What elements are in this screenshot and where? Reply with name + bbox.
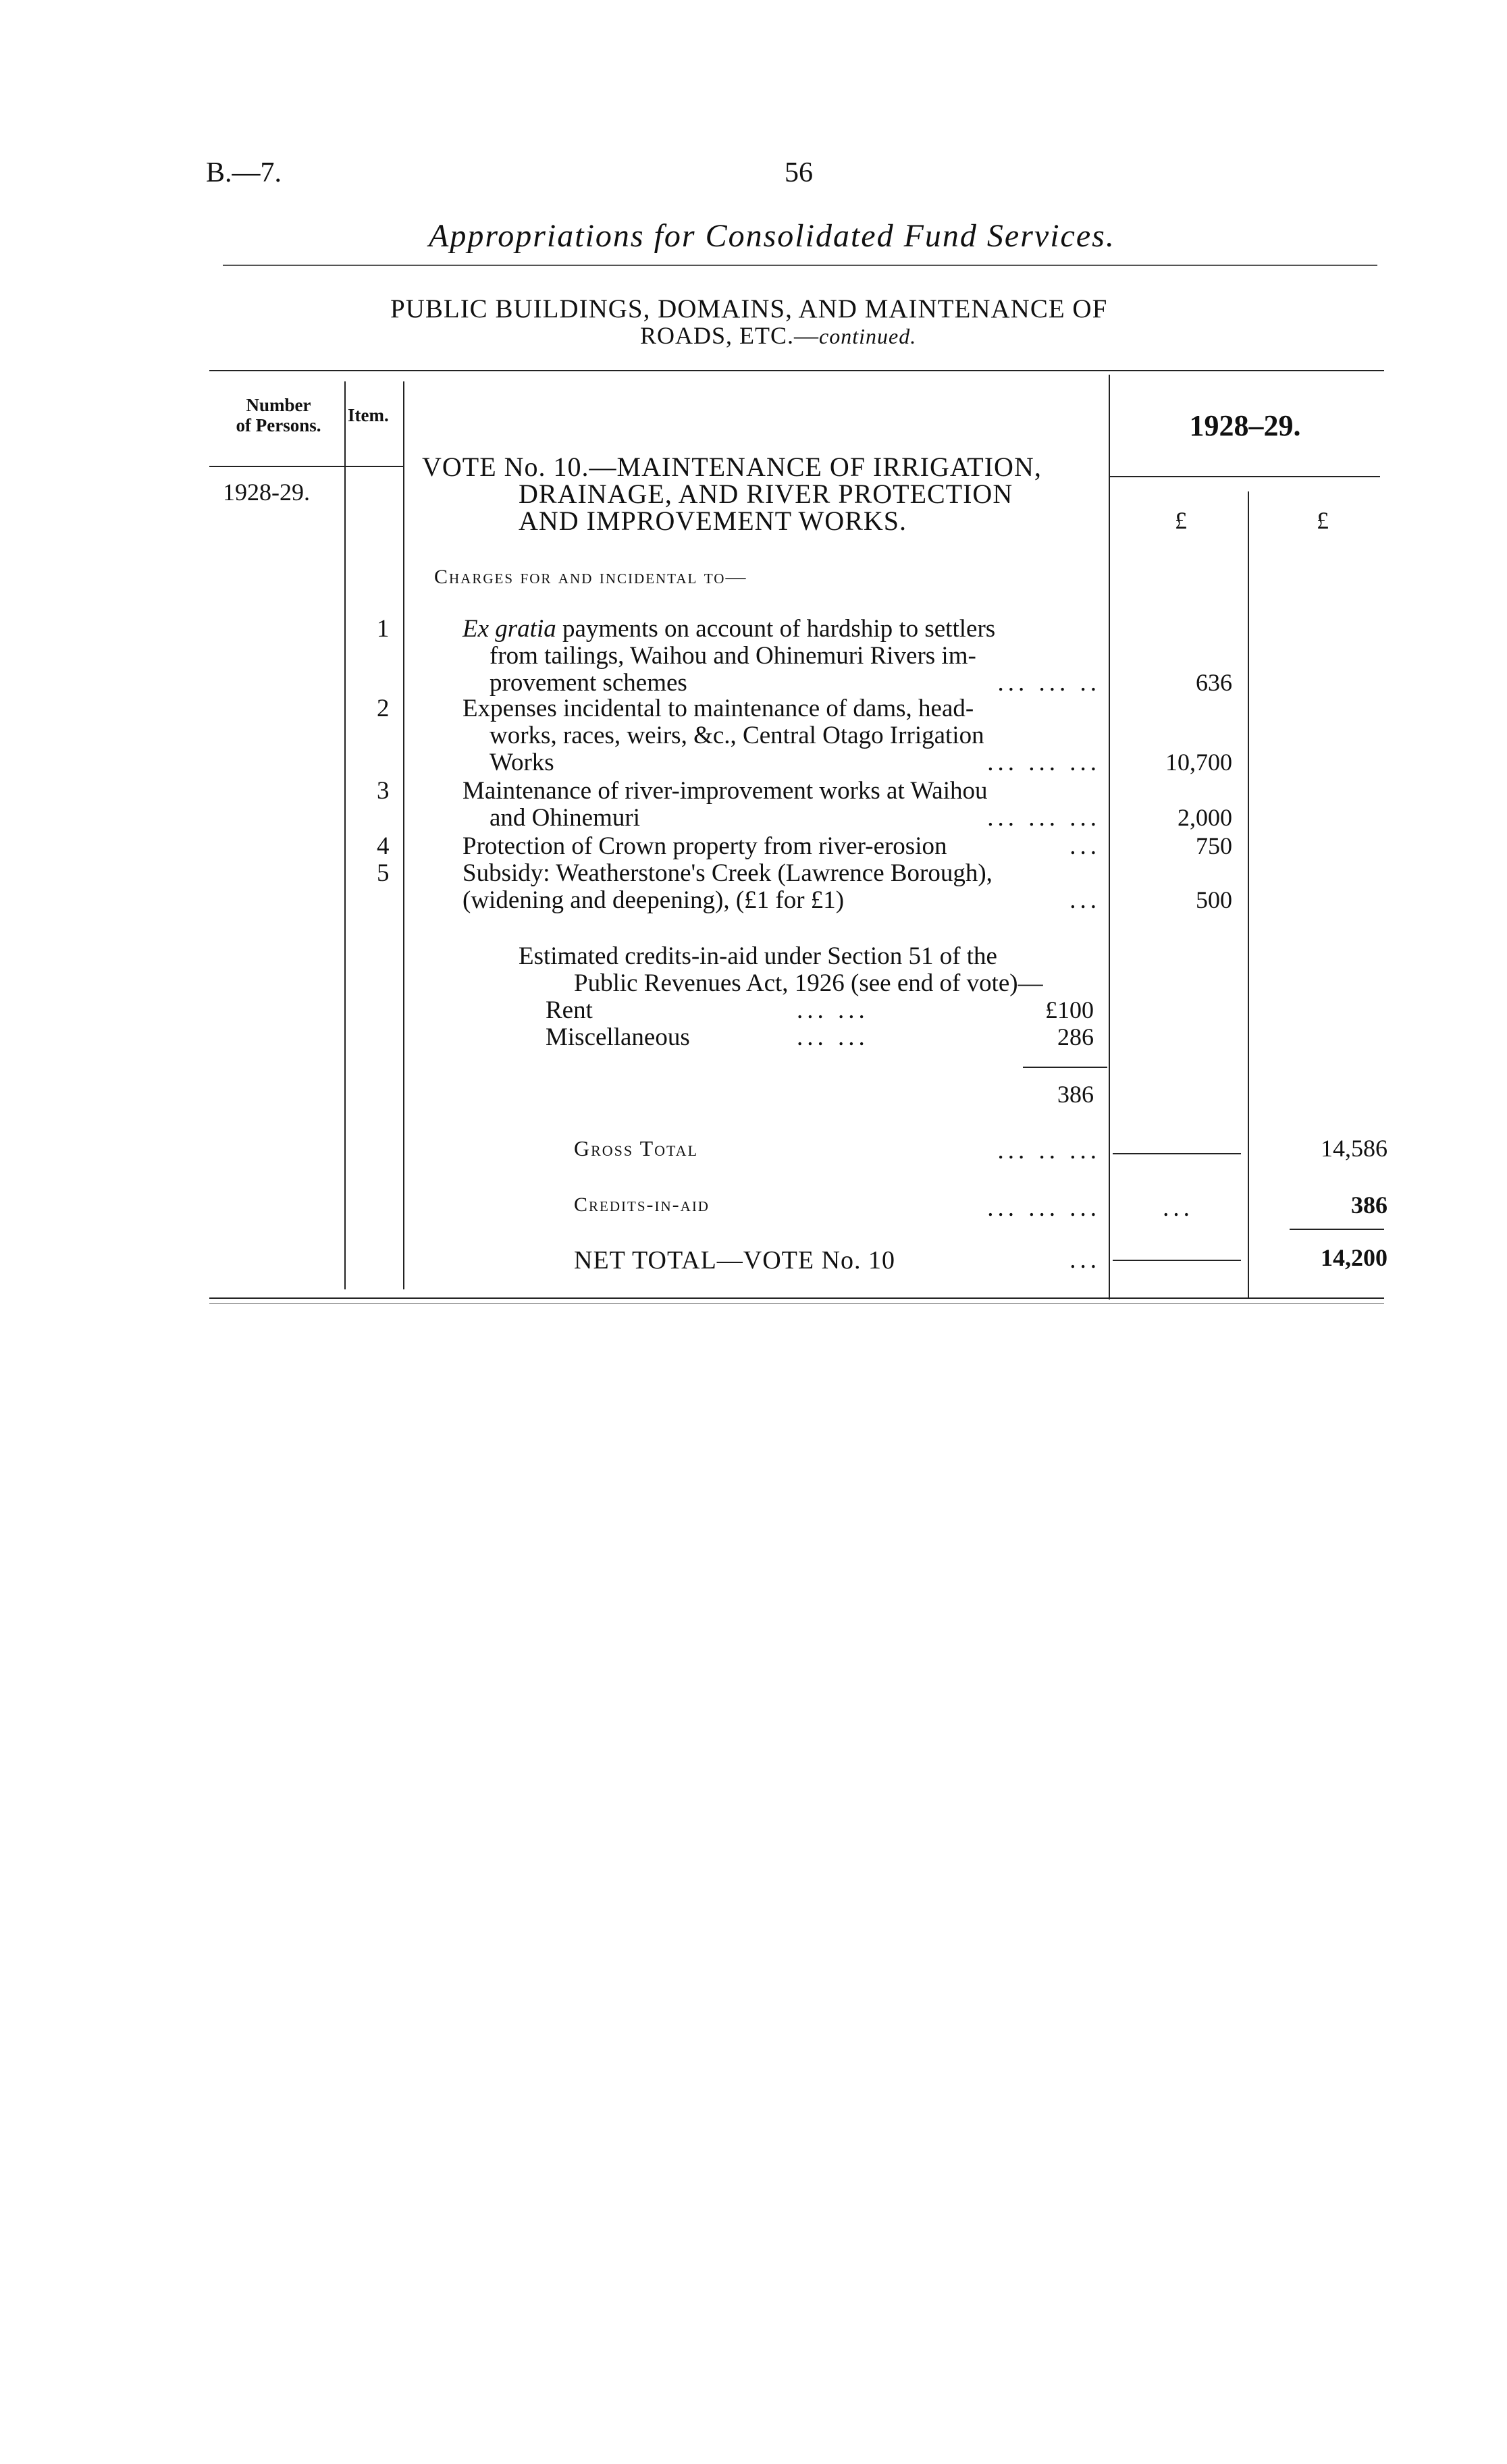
credits-estimate-line1: Estimated credits-in-aid under Section 51 of the xyxy=(519,942,997,970)
vote-title-line1: VOTE No. 10.—MAINTENANCE OF IRRIGATION, xyxy=(422,452,1042,482)
net-total-value-rule xyxy=(1290,1229,1384,1230)
item-number-4: 4 xyxy=(377,832,390,860)
year-column-header: 1928–29. xyxy=(1189,409,1301,442)
credits-misc-value: 286 xyxy=(1057,1023,1094,1050)
document-code: B.—7. xyxy=(206,157,282,188)
persons-column-header: Number of Persons. xyxy=(236,395,321,435)
item-3-leader: ... ... ... xyxy=(987,804,1101,832)
vote-title-line2: DRAINAGE, AND RIVER PROTECTION xyxy=(519,479,1013,509)
credits-in-aid-value: 386 xyxy=(1351,1191,1387,1218)
table-bottom-rule xyxy=(209,1297,1384,1299)
net-total-value: 14,200 xyxy=(1321,1244,1387,1271)
section-heading-line1: PUBLIC BUILDINGS, DOMAINS, AND MAINTENANCE OF xyxy=(390,294,1108,323)
vote-title-line3: AND IMPROVEMENT WORKS. xyxy=(519,506,907,536)
table-bottom-rule-double xyxy=(209,1303,1384,1304)
item-2-line1: Expenses incidental to maintenance of dams, head- xyxy=(462,695,974,722)
item-2-line2: works, races, weirs, &c., Central Otago Irrigation xyxy=(490,722,984,749)
gross-total-leader: ... .. ... xyxy=(997,1137,1101,1164)
credits-rent-leader: ... ... xyxy=(797,996,869,1024)
item-2-leader: ... ... ... xyxy=(987,749,1101,776)
gross-total-label: Gross Total xyxy=(574,1136,699,1160)
item-4-leader: ... xyxy=(1069,832,1101,860)
item-5-line1: Subsidy: Weatherstone's Creek (Lawrence Borough), xyxy=(462,859,993,887)
item-1-amount: 636 xyxy=(1196,669,1232,696)
item-2-line3: Works xyxy=(490,749,554,776)
item-number-3: 3 xyxy=(377,777,390,805)
item-number-2: 2 xyxy=(377,695,390,722)
column-rule-amount xyxy=(1248,491,1249,1298)
credits-in-aid-label: Credits-in-aid xyxy=(574,1194,710,1216)
credits-in-aid-mid-leader: ... xyxy=(1163,1194,1194,1222)
item-number-1: 1 xyxy=(377,615,390,643)
gross-total-value: 14,586 xyxy=(1321,1135,1387,1162)
item-1-line1: Ex gratia payments on account of hardship to settlers xyxy=(462,615,996,643)
credits-estimate-line2: Public Revenues Act, 1926 (see end of vote)— xyxy=(574,969,1043,997)
column-rule-details xyxy=(1109,375,1110,1300)
item-1-line3: provement schemes xyxy=(490,669,687,697)
credits-total: 386 xyxy=(1057,1081,1094,1108)
persons-year: 1928-29. xyxy=(223,479,310,506)
year-header-rule xyxy=(1110,476,1380,477)
net-total-leader: ... xyxy=(1069,1246,1101,1274)
title-rule xyxy=(223,265,1377,266)
credits-misc-leader: ... ... xyxy=(797,1023,869,1051)
net-total-amount-rule xyxy=(1113,1260,1241,1261)
item-column-header: Item. xyxy=(348,405,389,425)
item-5-amount: 500 xyxy=(1196,886,1232,913)
item-1-leader: ... ... .. xyxy=(997,669,1101,697)
item-5-line2: (widening and deepening), (£1 for £1) xyxy=(462,886,845,914)
item-2-amount: 10,700 xyxy=(1165,749,1232,776)
credits-sum-rule xyxy=(1023,1067,1107,1068)
table-top-rule xyxy=(209,370,1384,371)
column-rule-item xyxy=(403,381,404,1289)
item-number-5: 5 xyxy=(377,859,390,887)
item-4-line1: Protection of Crown property from river-erosion xyxy=(462,832,947,860)
charges-heading: Charges for and incidental to— xyxy=(434,566,747,588)
currency-symbol-totals: £ xyxy=(1317,507,1329,534)
credits-rent-value: £100 xyxy=(1045,996,1094,1023)
currency-symbol-items: £ xyxy=(1175,507,1187,534)
net-total-label: NET TOTAL—VOTE No. 10 xyxy=(574,1246,896,1275)
item-3-line2: and Ohinemuri xyxy=(490,804,640,832)
column-rule-persons xyxy=(344,381,346,1289)
page-number: 56 xyxy=(785,157,813,188)
item-1-line2: from tailings, Waihou and Ohinemuri Rivers im- xyxy=(490,642,976,670)
credits-misc-label: Miscellaneous xyxy=(546,1023,690,1051)
item-3-amount: 2,000 xyxy=(1178,804,1232,831)
credits-in-aid-leader: ... ... ... xyxy=(987,1194,1101,1222)
page-title: Appropriations for Consolidated Fund Services. xyxy=(429,218,1115,254)
section-heading-line2: ROADS, ETC.—continued. xyxy=(640,322,917,349)
gross-total-amount-rule xyxy=(1113,1153,1241,1154)
item-5-leader: ... xyxy=(1069,886,1101,914)
persons-header-rule xyxy=(209,466,344,467)
item-4-amount: 750 xyxy=(1196,832,1232,859)
credits-rent-label: Rent xyxy=(546,996,593,1024)
item-3-line1: Maintenance of river-improvement works at Waihou xyxy=(462,777,988,805)
item-header-rule xyxy=(346,466,404,467)
